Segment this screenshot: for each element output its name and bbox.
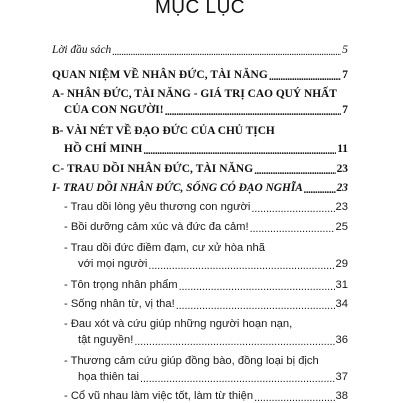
toc-leader-dots (254, 165, 335, 176)
toc-entry-concept[interactable] (52, 69, 348, 81)
toc-entry-text: QUAN NIỆM VỀ NHÂN ĐỨC, TÀI NĂNG (52, 69, 268, 81)
toc-entry-page: 31 (335, 279, 348, 291)
toc-entry-text: I- TRAU DỒI NHÂN ĐỨC, SỐNG CÓ ĐẠO NGHĨA (52, 182, 303, 194)
toc-entry-calm-cont[interactable] (78, 258, 348, 270)
toc-entry-page: 34 (335, 298, 348, 310)
toc-entry-page: 7 (342, 69, 348, 81)
toc-entry-dignity[interactable] (64, 279, 348, 291)
toc-leader-dots (179, 281, 335, 292)
toc-entry-b[interactable] (52, 125, 275, 137)
toc-entry-misfortune[interactable] (64, 318, 292, 330)
toc-entry-page: 36 (335, 334, 348, 346)
toc-entry-emotion[interactable] (64, 221, 348, 233)
toc-entry-calm[interactable] (64, 242, 265, 254)
toc-entry-page: 23 (336, 163, 348, 175)
toc-leader-dots (254, 392, 334, 403)
toc-entry-text-cont: với mọi người (78, 258, 148, 270)
toc-leader-dots (165, 106, 342, 117)
toc-leader-dots (140, 373, 335, 384)
toc-entry-text: - Cổ vũ nhau làm việc tốt, làm từ thiện (64, 390, 254, 402)
toc-entry-page: 38 (335, 390, 348, 402)
toc-entry-i[interactable] (52, 182, 348, 194)
toc-leader-dots (134, 336, 334, 347)
toc-entry-disaster-cont[interactable] (78, 371, 348, 383)
toc-entry-page: 37 (335, 371, 348, 383)
toc-leader-dots (148, 260, 334, 271)
toc-entry-text: - Sống nhân từ, vị tha! (64, 298, 175, 310)
toc-entry-text: - Thương cảm cứu giúp đồng bào, đồng loại bị địch (64, 355, 319, 367)
toc-entry-page: 23 (336, 182, 348, 194)
toc-entry-charity[interactable] (64, 390, 348, 402)
toc-entry-a[interactable] (52, 88, 337, 100)
toc-entry-page: 11 (337, 143, 348, 155)
toc-leader-dots (251, 203, 334, 214)
toc-leader-dots (250, 223, 335, 234)
toc-entry-a-cont[interactable] (64, 104, 348, 116)
toc-entry-text: - Trau dồi đức điềm đạm, cư xử hòa nhã (64, 242, 265, 254)
toc-entry-page: 7 (342, 104, 348, 116)
toc-entry-text: - Đau xót và cứu giúp những người hoạn nạn, (64, 318, 293, 330)
toc-entry-text-cont: HỒ CHÍ MINH (64, 143, 143, 155)
toc-entry-foreword[interactable] (52, 44, 348, 56)
toc-entry-text-cont: họa thiên tai (78, 371, 139, 383)
toc-entry-text: - Bồi dưỡng cảm xúc và đức đa cảm! (64, 221, 249, 233)
toc-entry-kindness[interactable] (64, 298, 348, 310)
page-title: MỤC LỤC (154, 0, 246, 18)
toc-entry-text: - Trau dồi lòng yêu thương con người (64, 201, 251, 213)
toc-leader-dots (112, 46, 341, 57)
toc-entry-page: 29 (335, 258, 348, 270)
toc-entry-misfortune-cont[interactable] (78, 334, 348, 346)
toc-entry-text: C- TRAU DỒI NHÂN ĐỨC, TÀI NĂNG (52, 163, 254, 175)
toc-leader-dots (143, 145, 336, 156)
toc-entry-disaster[interactable] (64, 355, 319, 367)
toc-entry-text: Lời đầu sách (52, 44, 112, 56)
toc-entry-text: B- VÀI NÉT VỀ ĐẠO ĐỨC CỦA CHỦ TỊCH (52, 125, 275, 137)
toc-entry-text: - Tôn trọng nhân phẩm (64, 279, 178, 291)
toc-entry-page: 23 (335, 201, 348, 213)
toc-leader-dots (269, 71, 341, 82)
toc-entry-page: 25 (335, 221, 348, 233)
toc-leader-dots (176, 300, 335, 311)
toc-entry-b-cont[interactable] (64, 143, 348, 155)
toc-entry-love[interactable] (64, 201, 348, 213)
toc-entry-text: A- NHÂN ĐỨC, TÀI NĂNG - GIÁ TRỊ CAO QUÝ NHẤT (52, 88, 337, 100)
toc-leader-dots (304, 184, 336, 195)
toc-entry-page: 5 (342, 44, 348, 56)
toc-entry-text-cont: tật nguyền! (78, 334, 134, 346)
toc-entry-text-cont: CỦA CON NGƯỜI! (64, 104, 164, 116)
toc-entry-c[interactable] (52, 163, 348, 175)
